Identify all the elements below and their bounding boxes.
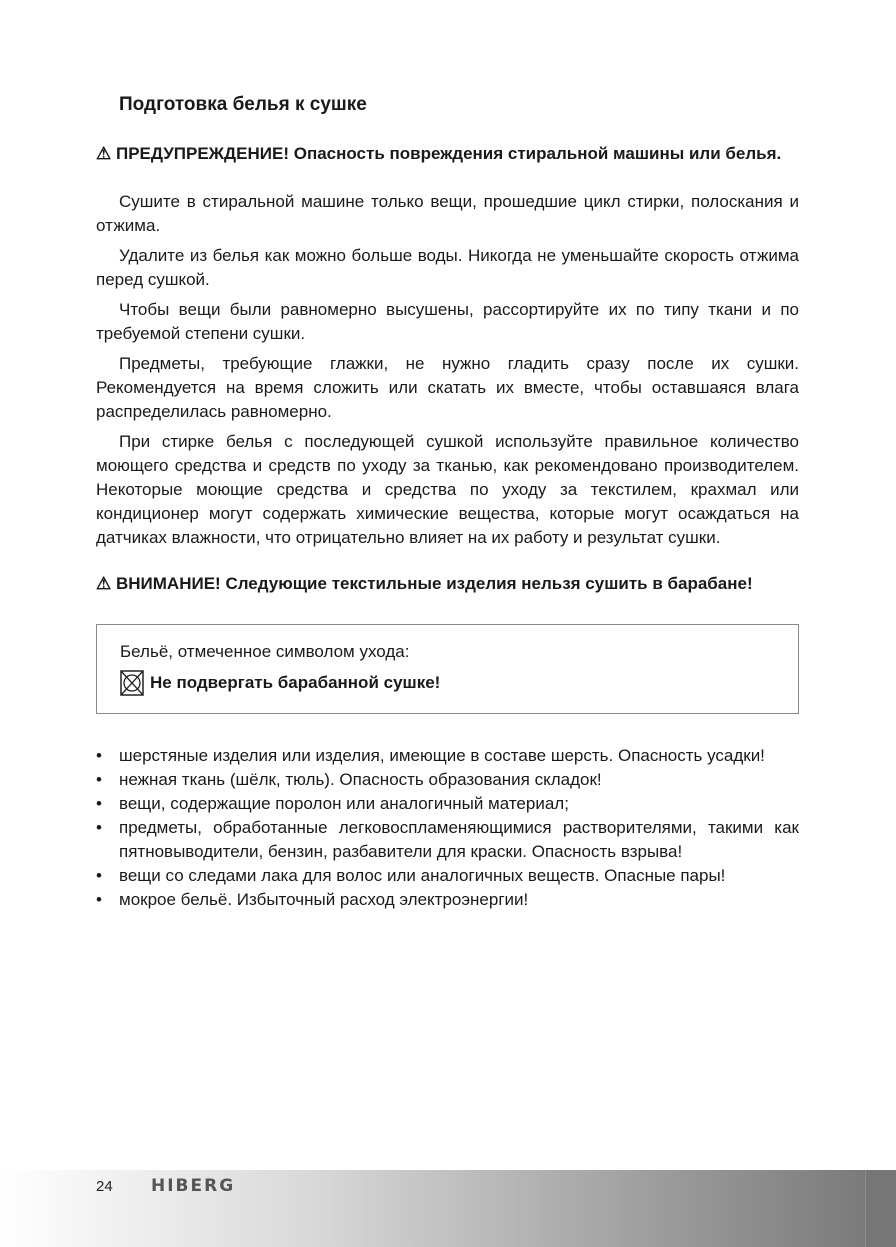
paragraph: Удалите из белья как можно больше воды. Никогда не уменьшайте скорость отжима перед сушкой. [96, 246, 799, 289]
list-item: • предметы, обработанные легковоспламеняющимися растворителями, такими как пятновыводители, бензин, разбавители для краски. Опасность взрыва! [96, 816, 799, 864]
attention-label: ВНИМАНИЕ! [115, 574, 221, 593]
care-symbol-box [96, 624, 799, 714]
page-number: 24 [96, 1178, 113, 1195]
warning-label: ПРЕДУПРЕЖДЕНИЕ! [115, 144, 289, 163]
list-item: • вещи со следами лака для волос или аналогичных веществ. Опасные пары! [96, 864, 799, 888]
footer-edge-strip [865, 1170, 896, 1247]
warning-triangle-icon: ⚠ [96, 144, 112, 163]
paragraph: Чтобы вещи были равномерно высушены, рассортируйте их по типу ткани и по требуемой степени сушки. [96, 300, 799, 343]
warning-block [96, 142, 799, 166]
care-symbol-intro: Бельё, отмеченное символом ухода: [120, 642, 410, 661]
page-footer [0, 1170, 896, 1247]
attention-text: Следующие текстильные изделия нельзя сушить в барабане! [225, 574, 753, 593]
care-symbol-line [120, 667, 775, 699]
warning-text: Опасность повреждения стиральной машины или белья. [293, 144, 782, 163]
paragraph: Предметы, требующие глажки, не нужно гладить сразу после их сушки. Рекомендуется на время сложить или скатать их вместе, чтобы оставшаяся влага распределилась равномерно. [96, 354, 799, 421]
attention-block [96, 572, 799, 596]
forbidden-items-list [96, 744, 799, 912]
paragraph: При стирке белья с последующей сушкой используйте правильное количество моющего средства и средств по уходу за тканью, как рекомендовано производителем. Некоторые моющие средства и средства по уходу за текстилем, крахмал или кондиционер могут содержать химические вещества, которые могут осаждаться на датчиках влажности, что отрицательно влияет на их работу и результат сушки. [96, 432, 799, 547]
warning-triangle-icon: ⚠ [96, 574, 112, 593]
paragraph: Сушите в стиральной машине только вещи, прошедшие цикл стирки, полоскания и отжима. [96, 192, 799, 235]
paragraphs [96, 190, 799, 550]
list-item: • вещи, содержащие поролон или аналогичный материал; [96, 792, 799, 816]
list-item: • шерстяные изделия или изделия, имеющие в составе шерсть. Опасность усадки! [96, 744, 799, 768]
brand-logo: HIBERG [151, 1176, 236, 1196]
care-symbol-text: Не подвергать барабанной сушке! [150, 673, 441, 692]
section-title: Подготовка белья к сушке [119, 94, 367, 115]
list-item: • нежная ткань (шёлк, тюль). Опасность образования складок! [96, 768, 799, 792]
list-item: • мокрое бельё. Избыточный расход электроэнергии! [96, 888, 799, 912]
do-not-tumble-dry-icon [120, 670, 144, 696]
page-content [96, 90, 799, 912]
